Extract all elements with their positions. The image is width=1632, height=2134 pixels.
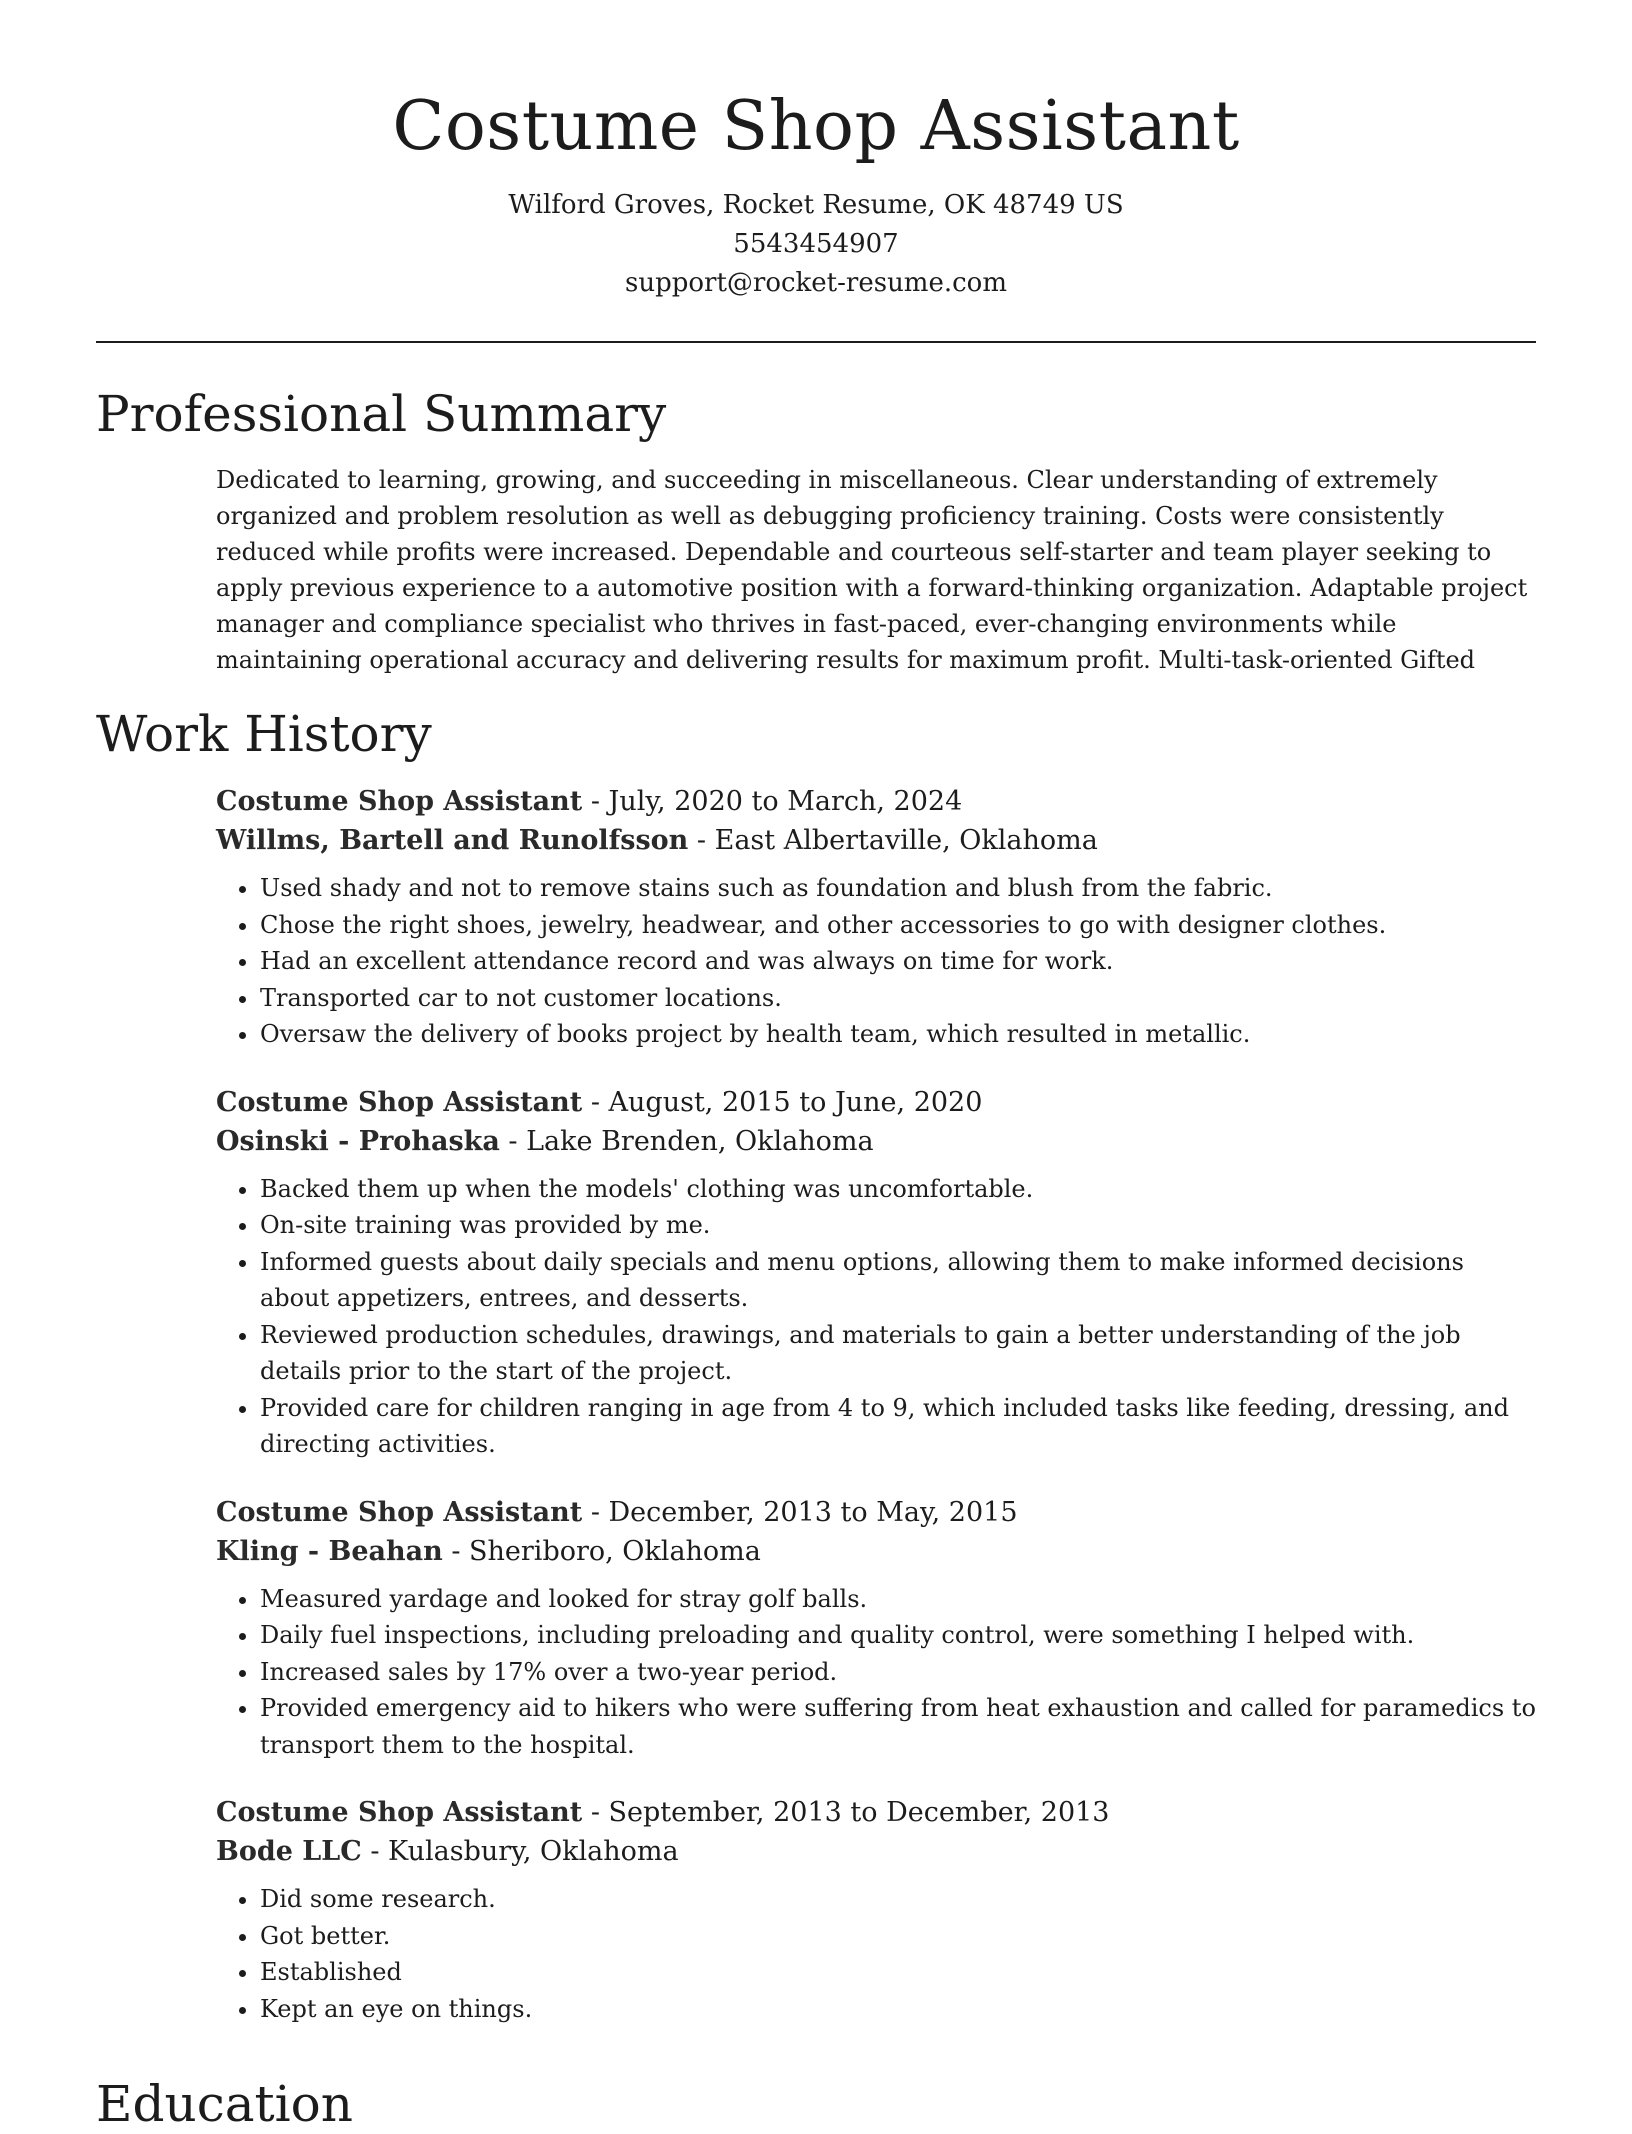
job-company-line [216,1532,1536,1571]
phone-number: 5543454907 [733,229,899,259]
job-location: - Sheriboro, Oklahoma [442,1535,761,1567]
job-bullet: • Kept an eye on things. [260,1991,1536,2028]
job-bullet: • Provided emergency aid to hikers who were suffering from heat exhaustion and called for paramedics to transport them to the hospital. [260,1690,1536,1763]
job-bullet: • Chose the right shoes, jewelry, headwear, and other accessories to go with designer clothes. [260,907,1536,944]
job-bullet: • Used shady and not to remove stains such as foundation and blush from the fabric. [260,870,1536,907]
job-entry [216,1493,1536,1764]
job-company-line [216,1832,1536,1871]
job-bullet: • Oversaw the delivery of books project by health team, which resulted in metallic. [260,1016,1536,1053]
email-address: support@rocket-resume.com [624,268,1007,298]
job-title-line [216,782,1536,821]
education-heading: Education [96,2075,353,2133]
job-company-line [216,821,1536,860]
job-title-line [216,1793,1536,1832]
job-dates: - August, 2015 to June, 2020 [582,1086,983,1118]
job-bullets [216,1881,1536,2027]
job-location: - Lake Brenden, Oklahoma [499,1125,874,1157]
job-bullet: • Got better. [260,1918,1536,1955]
job-bullet: • Measured yardage and looked for stray golf balls. [260,1581,1536,1618]
job-company: Kling - Beahan [216,1535,443,1567]
job-bullet: • Informed guests about daily specials and menu options, allowing them to make informed decisions about appetizers, entrees, and desserts. [260,1244,1536,1317]
job-company: Bode LLC [216,1836,362,1867]
job-dates: - September, 2013 to December, 2013 [582,1797,1110,1828]
job-bullet: • On-site training was provided by me. [260,1207,1536,1244]
job-location: - Kulasbury, Oklahoma [361,1836,679,1867]
job-bullet: • Established [260,1954,1536,1991]
job-title-line [216,1493,1536,1532]
job-bullet: • Had an excellent attendance record and was always on time for work. [260,943,1536,980]
job-entry [216,1083,1536,1463]
job-company-line [216,1122,1536,1161]
resume-header [0,0,1632,303]
contact-block [0,186,1632,303]
job-bullets [216,1171,1536,1463]
job-title-line [216,1083,1536,1122]
job-bullets [216,870,1536,1053]
job-bullet: • Backed them up when the models' clothing was uncomfortable. [260,1171,1536,1208]
job-title: Costume Shop Assistant [216,1086,583,1118]
job-bullet: • Transported car to not customer locations. [260,980,1536,1017]
work-history-heading: Work History [96,705,432,763]
job-company: Willms, Bartell and Runolfsson [216,825,689,856]
address-line: Wilford Groves, Rocket Resume, OK 48749 US [508,190,1124,220]
job-title: Costume Shop Assistant [216,1797,583,1828]
header-divider [96,341,1536,343]
job-title: Costume Shop Assistant [216,786,583,817]
job-title: Costume Shop Assistant [216,1496,583,1528]
job-dates: - July, 2020 to March, 2024 [582,786,963,817]
job-bullet: • Did some research. [260,1881,1536,1918]
job-bullets [216,1581,1536,1764]
summary-heading: Professional Summary [96,385,667,443]
job-entry [216,1793,1536,2027]
work-history-list [216,782,1536,2057]
job-company: Osinski - Prohaska [216,1125,500,1157]
job-bullet: • Provided care for children ranging in age from 4 to 9, which included tasks like feeding, dressing, and directing activities. [260,1390,1536,1463]
job-bullet: • Increased sales by 17% over a two-year period. [260,1654,1536,1691]
job-dates: - December, 2013 to May, 2015 [582,1496,1018,1528]
job-bullet: • Reviewed production schedules, drawings, and materials to gain a better understanding of the job details prior to the start of the project. [260,1317,1536,1390]
job-bullet: • Daily fuel inspections, including preloading and quality control, were something I helped with. [260,1617,1536,1654]
job-entry [216,782,1536,1053]
candidate-name: Costume Shop Assistant [392,87,1240,166]
summary-text: Dedicated to learning, growing, and succeeding in miscellaneous. Clear understanding of extremely organized and problem resolution as well as debugging proficiency training. Costs were consistently reduced while profits were increased. Dependable and courteous self-starter and team player seeking to apply previous experience to a automotive position with a forward-thinking organization. Adaptable project manager and compliance specialist who thrives in fast-paced, ever-changing environments while maintaining operational accuracy and delivering results for maximum profit. Multi-task-oriented Gifted [216,466,1528,674]
job-location: - East Albertaville, Oklahoma [688,825,1098,856]
